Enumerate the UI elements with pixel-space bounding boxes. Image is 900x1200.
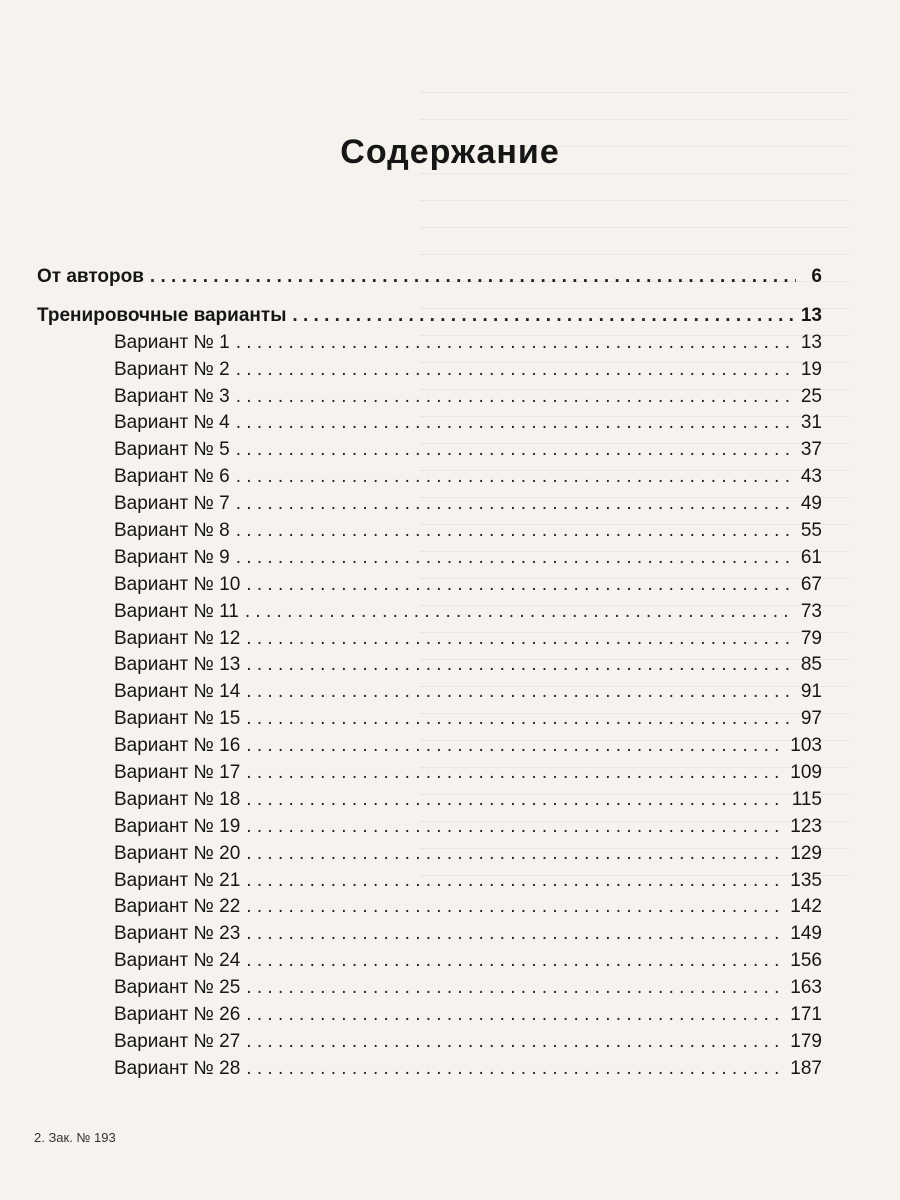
toc-item-variant[interactable]	[37, 410, 822, 437]
toc-item-variant[interactable]	[37, 948, 822, 975]
dot-leader	[236, 464, 795, 491]
toc-entry-label: Вариант № 11	[114, 600, 239, 622]
dot-leader	[292, 303, 794, 330]
toc-page-number: 67	[800, 573, 822, 595]
toc-item-variant[interactable]	[37, 437, 822, 464]
toc-page-number: 61	[800, 546, 822, 568]
toc-page-number: 85	[800, 654, 822, 676]
toc-page-number: 13	[800, 304, 822, 326]
toc-entry-label: Вариант № 8	[114, 520, 230, 542]
toc-item-variant[interactable]	[37, 652, 822, 679]
toc-section-training-variants[interactable]	[37, 303, 822, 330]
dot-leader	[246, 652, 795, 679]
toc-item-variant[interactable]	[37, 787, 822, 814]
toc-page-number: 73	[800, 600, 822, 622]
toc-entry-label: Вариант № 10	[114, 573, 241, 595]
ghost-line	[420, 119, 850, 121]
toc-item-variant[interactable]	[37, 814, 822, 841]
toc-page-number: 163	[790, 977, 822, 999]
toc-entry-label: Вариант № 27	[114, 1030, 241, 1052]
toc-item-variant[interactable]	[37, 1056, 822, 1083]
dot-leader	[245, 599, 795, 626]
toc-entry-label: Вариант № 26	[114, 1004, 241, 1026]
dot-leader	[246, 733, 784, 760]
dot-leader	[236, 545, 795, 572]
toc-item-variant[interactable]	[37, 868, 822, 895]
dot-leader	[246, 679, 795, 706]
toc-item-variant[interactable]	[37, 357, 822, 384]
dot-leader	[246, 760, 784, 787]
toc-entry-label: Вариант № 16	[114, 735, 241, 757]
toc-entry-label: Вариант № 4	[114, 412, 230, 434]
toc-entry-label: Вариант № 21	[114, 869, 241, 891]
toc-item-variant[interactable]	[37, 545, 822, 572]
dot-leader	[236, 384, 795, 411]
toc-page-number: 135	[790, 869, 822, 891]
toc-entry-label: Вариант № 28	[114, 1057, 241, 1079]
dot-leader	[236, 437, 795, 464]
toc-entry-label: Вариант № 1	[114, 331, 230, 353]
toc-entry-label: Вариант № 15	[114, 708, 241, 730]
toc-page-number: 97	[800, 708, 822, 730]
toc-item-variant[interactable]	[37, 1029, 822, 1056]
toc-page-number: 91	[800, 681, 822, 703]
toc-entry-label: Вариант № 9	[114, 546, 230, 568]
toc-page-number: 171	[790, 1004, 822, 1026]
toc-entry-label: Вариант № 2	[114, 358, 230, 380]
dot-leader	[246, 868, 784, 895]
toc-item-variant[interactable]	[37, 706, 822, 733]
toc-item-variant[interactable]	[37, 491, 822, 518]
toc-entry-label: Вариант № 25	[114, 977, 241, 999]
dot-leader	[246, 921, 784, 948]
toc-page-number: 109	[790, 762, 822, 784]
toc-page-number: 156	[790, 950, 822, 972]
toc-entry-label: Вариант № 5	[114, 439, 230, 461]
toc-entry-label: Вариант № 17	[114, 762, 241, 784]
toc-page-number: 6	[811, 266, 822, 287]
dot-leader	[246, 1029, 784, 1056]
toc-item-variant[interactable]	[37, 975, 822, 1002]
toc-item-variant[interactable]	[37, 760, 822, 787]
toc-item-variant[interactable]	[37, 599, 822, 626]
toc-entry-label: Вариант № 19	[114, 815, 241, 837]
toc-entry-label: Вариант № 13	[114, 654, 241, 676]
toc-section-from-authors[interactable]	[37, 264, 822, 291]
dot-leader	[246, 894, 784, 921]
toc-entry-label: Вариант № 7	[114, 493, 230, 515]
toc-page-number: 142	[790, 896, 822, 918]
toc-entry-label: Вариант № 20	[114, 842, 241, 864]
ghost-line	[420, 200, 850, 202]
toc-entry-label: Вариант № 23	[114, 923, 241, 945]
toc-page-number: 179	[790, 1030, 822, 1052]
toc-item-variant[interactable]	[37, 518, 822, 545]
toc-page-number: 25	[800, 385, 822, 407]
toc-entry-label: Вариант № 6	[114, 466, 230, 488]
dot-leader	[236, 330, 795, 357]
dot-leader	[246, 1056, 784, 1083]
toc-page-number: 123	[790, 815, 822, 837]
ghost-line	[420, 227, 850, 229]
toc-item-variant[interactable]	[37, 841, 822, 868]
ghost-line	[420, 254, 850, 256]
toc-item-variant[interactable]	[37, 626, 822, 653]
toc-entry-label: Вариант № 12	[114, 627, 241, 649]
page-title: Содержание	[340, 132, 560, 171]
toc-item-variant[interactable]	[37, 384, 822, 411]
dot-leader	[246, 841, 784, 868]
toc-entry-label: Вариант № 3	[114, 385, 230, 407]
dot-leader	[246, 975, 784, 1002]
toc-page-number: 19	[800, 358, 822, 380]
dot-leader	[246, 948, 784, 975]
toc-entry-label: От авторов	[37, 266, 144, 287]
toc-page-number: 55	[800, 520, 822, 542]
ghost-line	[420, 92, 850, 94]
toc-item-variant[interactable]	[37, 1002, 822, 1029]
toc-page-number: 103	[790, 735, 822, 757]
table-of-contents	[37, 264, 822, 1083]
toc-item-variant[interactable]	[37, 733, 822, 760]
toc-item-variant[interactable]	[37, 572, 822, 599]
toc-page-number: 13	[800, 331, 822, 353]
toc-item-variant[interactable]	[37, 921, 822, 948]
ghost-line	[420, 173, 850, 175]
dot-leader	[150, 264, 796, 291]
toc-page-number: 115	[791, 788, 822, 810]
toc-page-number: 43	[800, 466, 822, 488]
toc-page-number: 187	[790, 1057, 822, 1079]
print-order-footer: 2. Зак. № 193	[34, 1130, 116, 1145]
toc-entry-label: Вариант № 24	[114, 950, 241, 972]
dot-leader	[236, 410, 795, 437]
toc-entry-label: Вариант № 14	[114, 681, 241, 703]
toc-page-number: 37	[800, 439, 822, 461]
dot-leader	[246, 572, 795, 599]
toc-entry-label: Вариант № 18	[114, 788, 241, 810]
toc-page-number: 149	[790, 923, 822, 945]
toc-page-number: 79	[800, 627, 822, 649]
dot-leader	[246, 814, 784, 841]
toc-entry-label: Вариант № 22	[114, 896, 241, 918]
toc-item-variant[interactable]	[37, 330, 822, 357]
toc-item-variant[interactable]	[37, 679, 822, 706]
dot-leader	[246, 706, 795, 733]
toc-page-number: 129	[790, 842, 822, 864]
dot-leader	[236, 491, 795, 518]
toc-item-variant[interactable]	[37, 464, 822, 491]
dot-leader	[246, 626, 795, 653]
dot-leader	[236, 518, 795, 545]
toc-page-number: 31	[800, 412, 822, 434]
toc-page-number: 49	[800, 493, 822, 515]
dot-leader	[246, 787, 785, 814]
dot-leader	[236, 357, 795, 384]
variant-list	[37, 330, 822, 1083]
toc-item-variant[interactable]	[37, 894, 822, 921]
toc-entry-label: Тренировочные варианты	[37, 304, 287, 326]
dot-leader	[246, 1002, 784, 1029]
